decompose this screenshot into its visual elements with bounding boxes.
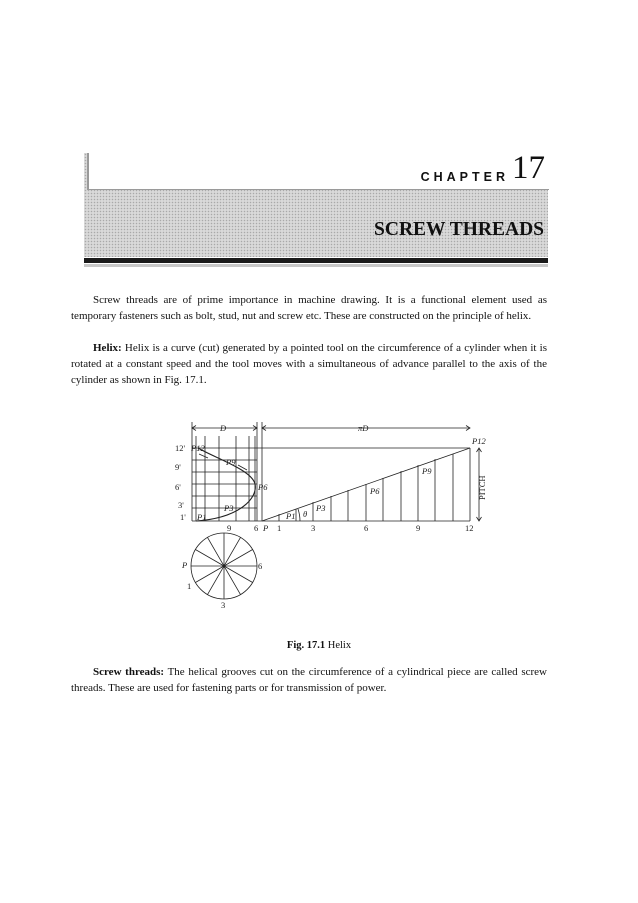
base-label: 12 (465, 523, 474, 533)
helix-dash (199, 454, 208, 458)
angle-arc (298, 509, 300, 521)
scale-label: 12' (175, 443, 186, 453)
scale-label: 6' (175, 482, 181, 492)
paragraph-text: The helical grooves cut on the circumference of a cylindrical piece are called screw threads. These are used for fastening parts or for transmission of power. (71, 666, 547, 694)
base-label: 6 (364, 523, 369, 533)
paragraph-text: Screw threads are of prime importance in machine drawing. It is a functional element used as temporary fasteners such as bolt, stud, nut and screw etc. These are constructed on the principle of helix. (71, 294, 547, 322)
circle-label: 6 (258, 561, 263, 571)
elevation-point: P1 (197, 512, 207, 522)
base-label: 1 (277, 523, 282, 533)
circle-label: 3 (221, 600, 226, 610)
chapter-title: SCREW THREADS (374, 219, 544, 240)
elevation-point: P3 (224, 503, 234, 513)
caption-text: Helix (325, 640, 352, 651)
figure-caption (0, 640, 638, 651)
paragraph-lead: Screw threads: (93, 666, 165, 678)
scale-label: 1' (180, 512, 186, 522)
dim-d-label: D (220, 423, 227, 433)
base-label: 9 (416, 523, 421, 533)
elevation-point: P12 (191, 443, 205, 453)
caption-label: Fig. 17.1 (286, 640, 326, 651)
circle-label: P (182, 560, 188, 570)
elevation-point: P6 (258, 482, 268, 492)
helix-point: P3 (316, 503, 326, 513)
angle-label: θ (303, 509, 308, 519)
base-label: 6 (254, 523, 259, 533)
dim-pid-label: πD (358, 423, 369, 433)
helix-point: P1 (286, 511, 296, 521)
paragraph-text: Helix is a curve (cut) generated by a pointed tool on the circumference of a cylinder when it is rotated at a constant speed and the tool moves with a simultaneous of advance parallel to the axis of the cylinder as shown in Fig. 17.1. (71, 342, 547, 386)
pitch-label: PITCH (477, 475, 487, 500)
base-label: 9 (227, 523, 232, 533)
base-label: 3 (311, 523, 316, 533)
paragraph-screw-threads (71, 664, 547, 696)
helix-point: P12 (472, 436, 486, 446)
paragraph-lead: Helix: (93, 342, 122, 354)
scale-label: 9' (175, 462, 181, 472)
base-label: P (263, 523, 269, 533)
chapter-word: CHAPTER (420, 170, 509, 184)
helix-point: P6 (370, 486, 380, 496)
circle-label: 1 (187, 581, 192, 591)
chapter-number: 17 (512, 150, 545, 186)
elevation-point: P9 (226, 457, 236, 467)
helix-point: P9 (422, 466, 432, 476)
scale-label: 3' (178, 500, 184, 510)
